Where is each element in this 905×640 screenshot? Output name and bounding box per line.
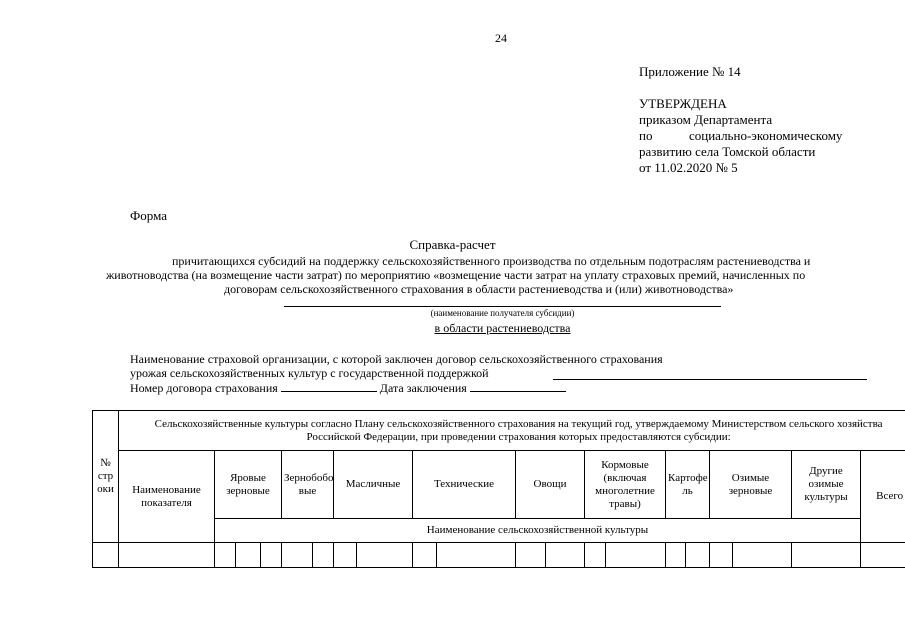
table-cell [437,543,516,568]
crop-header-winter-grains: Озимые зерновые [710,451,792,519]
contract-number-blank [281,380,377,392]
appendix-label: Приложение № 14 [639,64,741,79]
recipient-name-line [284,306,721,307]
table-cell [413,543,437,568]
table-cell [585,543,606,568]
total-header: Всего [861,451,905,543]
table-cell [282,543,313,568]
field-of-activity: в области растениеводства [434,321,571,335]
table-cell [215,543,236,568]
contract-number-label: Номер договора страхования [130,381,278,395]
crop-header-potatoes: Картофе ль [666,451,710,519]
table-cell [236,543,261,568]
table-cell [357,543,413,568]
approval-line-3: развитию села Томской области [639,144,816,159]
crop-header-other-winter: Другие озимые культуры [792,451,861,519]
insurer-line-1: Наименование страховой организации, с которой заключен договор сельскохозяйственного страхования [130,352,663,366]
approved-label: УТВЕРЖДЕНА [639,96,727,111]
crop-name-header: Наименование сельскохозяйственной культуры [215,519,861,543]
subsidy-table [92,410,905,568]
title-main: Справка-расчет [409,237,496,252]
approval-line-1: приказом Департамента [639,112,773,127]
insurer-name-line [553,379,867,380]
page-number: 24 [495,31,507,45]
crop-header-spring-grains: Яровые зерновые [215,451,282,519]
crop-header-legumes: Зернобобо вые [282,451,334,519]
table-cell [792,543,861,568]
table-cell [733,543,792,568]
table-cell [710,543,733,568]
contract-date-label: Дата заключения [379,381,467,395]
contract-row [130,380,566,396]
approval-line-2b: социально-экономическому [689,128,843,143]
table-cell [686,543,710,568]
indicator-name-header: Наименование показателя [119,451,215,543]
table-row [93,543,905,568]
crops-group-header: Сельскохозяйственные культуры согласно Плану сельскохозяйственного страхования на текущий год, утверждаемому Министерством сельского хозяйства Российской Федерации, при проведении страхования которых предоставляются субсидии: [119,411,905,451]
table-cell [313,543,334,568]
table-cell [93,543,119,568]
table-cell [606,543,666,568]
title-line-3: договорам сельскохозяйственного страхования в области растениеводства и (или) животноводства» [224,282,734,296]
row-number-header: № стр оки [93,411,119,543]
table-cell [119,543,215,568]
contract-date-blank [470,380,566,392]
crop-header-vegetables: Овощи [516,451,585,519]
recipient-caption: (наименование получателя субсидии) [430,308,575,318]
title-line-1: причитающихся субсидий на поддержку сельскохозяйственного производства по отдельным подотраслям растениеводства и [172,254,811,268]
table-cell [861,543,905,568]
approval-line-2a: по [639,128,653,143]
table-cell [261,543,282,568]
crop-header-oilseeds: Масличные [334,451,413,519]
insurer-line-2: урожая сельскохозяйственных культур с государственной поддержкой [130,366,489,380]
crop-header-fodder: Кормовые (включая многолетние травы) [585,451,666,519]
table-cell [516,543,546,568]
approval-line-4: от 11.02.2020 № 5 [639,160,738,175]
title-line-2: животноводства (на возмещение части затрат) по мероприятию «возмещение части затрат на уплату страховых премий, начисленных по [106,268,806,282]
table-cell [546,543,585,568]
table-cell [666,543,686,568]
table-cell [334,543,357,568]
form-label: Форма [130,208,167,223]
crop-header-industrial: Технические [413,451,516,519]
